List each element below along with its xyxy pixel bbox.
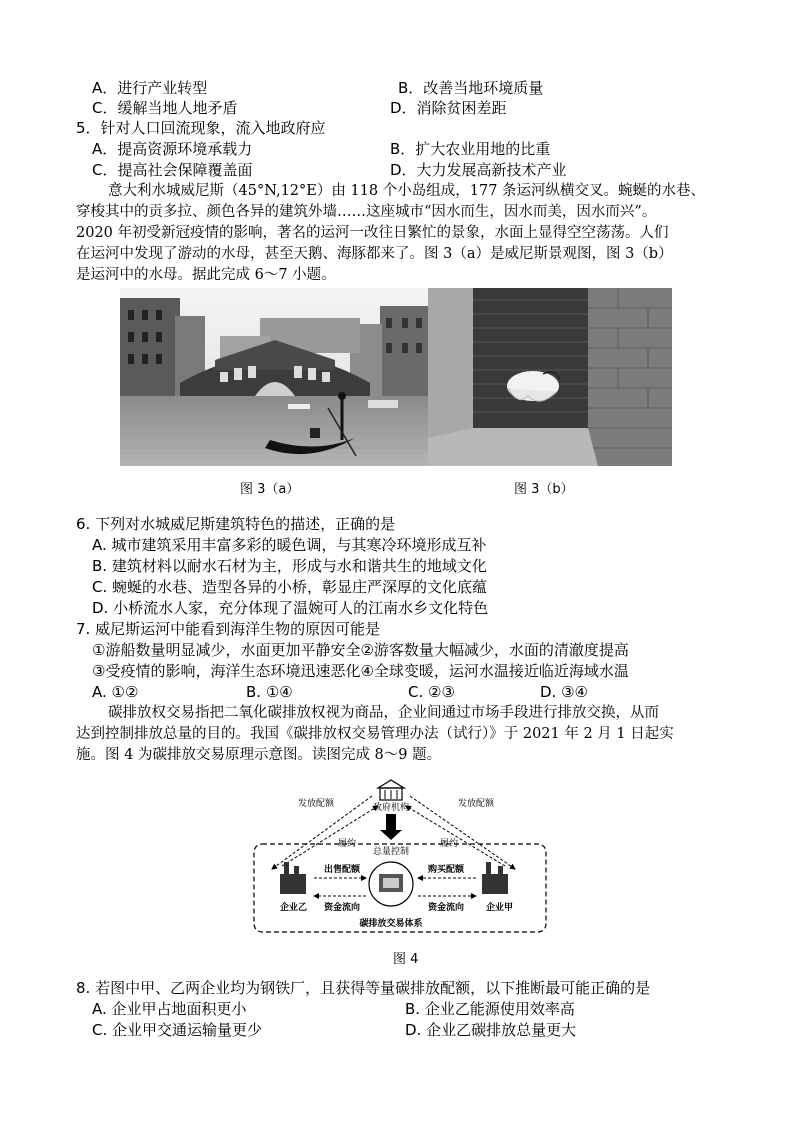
company-a-label: 企业甲 — [486, 903, 514, 913]
money-flow-right: 资金流向 — [428, 903, 465, 913]
q6-option-d: D. 小桥流水人家，充分体现了温婉可人的江南水乡文化特色 — [92, 599, 489, 617]
q7-option-a: A. ①② — [92, 683, 139, 701]
q5-stem: 5．针对人口回流现象，流入地政府应 — [76, 119, 326, 137]
venice-passage-line5: 是运河中的水母。据此完成 6～7 小题。 — [76, 267, 336, 283]
q6-option-b: B. 建筑材料以耐水石材为主，形成与水和谐共生的地域文化 — [92, 557, 487, 575]
q8-option-a: A. 企业甲占地面积更小 — [92, 1000, 247, 1018]
q7-items-line1: ①游船数量明显减少，水面更加平静安全②游客数量大幅减少，水面的清澈度提高 — [92, 641, 629, 659]
q7-option-d: D. ③④ — [540, 683, 588, 701]
government-building-icon — [378, 780, 404, 800]
trading-system-label: 碳排放交易体系 — [359, 919, 423, 929]
q7-items-line2: ③受疫情的影响，海洋生态环境迅速恶化④全球变暖，运河水温接近临近海域水温 — [92, 662, 629, 680]
q5-option-c: C．提高社会保障覆盖面 — [92, 161, 253, 179]
factory-a-icon — [482, 862, 508, 894]
q5-option-b: B．扩大农业用地的比重 — [390, 140, 551, 158]
carbon-passage-line3: 施。图 4 为碳排放交易原理示意图。读图完成 8～9 题。 — [76, 747, 442, 763]
gov-label: 政府机构 — [372, 803, 410, 813]
carbon-passage-line2: 达到控制排放总量的目的。我国《碳排放权交易管理办法（试行）》于 2021 年 2 月 1 日起实 — [76, 726, 674, 742]
total-control-label: 总量控制 — [372, 847, 410, 857]
fig3a-caption: 图 3（a） — [240, 482, 300, 497]
q6-option-c: C. 蜿蜒的水巷、造型各异的小桥，彰显庄严深厚的文化底蕴 — [92, 578, 488, 596]
issue-quota-right: 发放配额 — [458, 799, 495, 809]
factory-b-icon — [280, 862, 306, 894]
jellyfish-photo — [428, 288, 672, 466]
money-flow-left: 资金流向 — [324, 903, 361, 913]
q4-option-b: B．改善当地环境质量 — [398, 79, 544, 97]
q6-option-a: A. 城市建筑采用丰富多彩的暖色调，与其寒冷环境形成互补 — [92, 536, 487, 554]
venice-passage-line1: 意大利水城威尼斯（45°N,12°E）由 118 个小岛组成，177 条运河纵横交叉。蜿蜒的水巷、 — [108, 183, 706, 199]
carbon-trading-diagram — [250, 774, 550, 938]
q6-stem: 6. 下列对水城威尼斯建筑特色的描述，正确的是 — [76, 515, 396, 533]
issue-quota-left: 发放配额 — [298, 799, 335, 809]
venice-passage-line2: 穿梭其中的贡多拉、颜色各异的建筑外墙……这座城市“因水而生，因水而美，因水而兴”。 — [76, 204, 657, 220]
q8-option-c: C. 企业甲交通运输量更少 — [92, 1021, 263, 1039]
q8-stem: 8. 若图中甲、乙两企业均为钢铁厂，且获得等量碳排放配额，以下推断最可能正确的是 — [76, 979, 651, 997]
q7-stem: 7. 威尼斯运河中能看到海洋生物的原因可能是 — [76, 620, 381, 638]
q4-option-a: A．进行产业转型 — [92, 79, 208, 97]
venice-passage-line4: 在运河中发现了游动的水母，甚至天鹅、海豚都来了。图 3（a）是威尼斯景观图，图 3（b） — [76, 246, 673, 262]
q8-option-d: D. 企业乙碳排放总量更大 — [405, 1021, 577, 1039]
q7-option-c: C. ②③ — [408, 683, 455, 701]
fig3b-caption: 图 3（b） — [514, 482, 574, 497]
q4-option-d: D．消除贫困差距 — [390, 99, 507, 117]
q7-option-b: B. ①④ — [246, 683, 293, 701]
company-b-label: 企业乙 — [280, 903, 308, 913]
q8-option-b: B. 企业乙能源使用效率高 — [405, 1000, 575, 1018]
buy-quota-label: 购买配额 — [428, 865, 465, 875]
q5-option-a: A．提高资源环境承载力 — [92, 140, 253, 158]
sell-quota-label: 出售配额 — [324, 865, 361, 875]
q4-option-c: C．缓解当地人地矛盾 — [92, 99, 238, 117]
venice-landscape-photo — [120, 288, 428, 466]
trading-platform-icon — [369, 862, 413, 906]
fulfill-right: 履约 — [440, 839, 459, 849]
venice-passage-line3: 2020 年初受新冠疫情的影响，著名的运河一改往日繁忙的景象，水面上显得空空荡荡。人们 — [76, 225, 669, 241]
q5-option-d: D．大力发展高新技术产业 — [390, 161, 567, 179]
carbon-passage-line1: 碳排放权交易指把二氧化碳排放权视为商品，企业间通过市场手段进行排放交换，从而 — [108, 705, 659, 721]
fulfill-left: 履约 — [338, 839, 357, 849]
fig4-caption: 图 4 — [393, 952, 419, 967]
